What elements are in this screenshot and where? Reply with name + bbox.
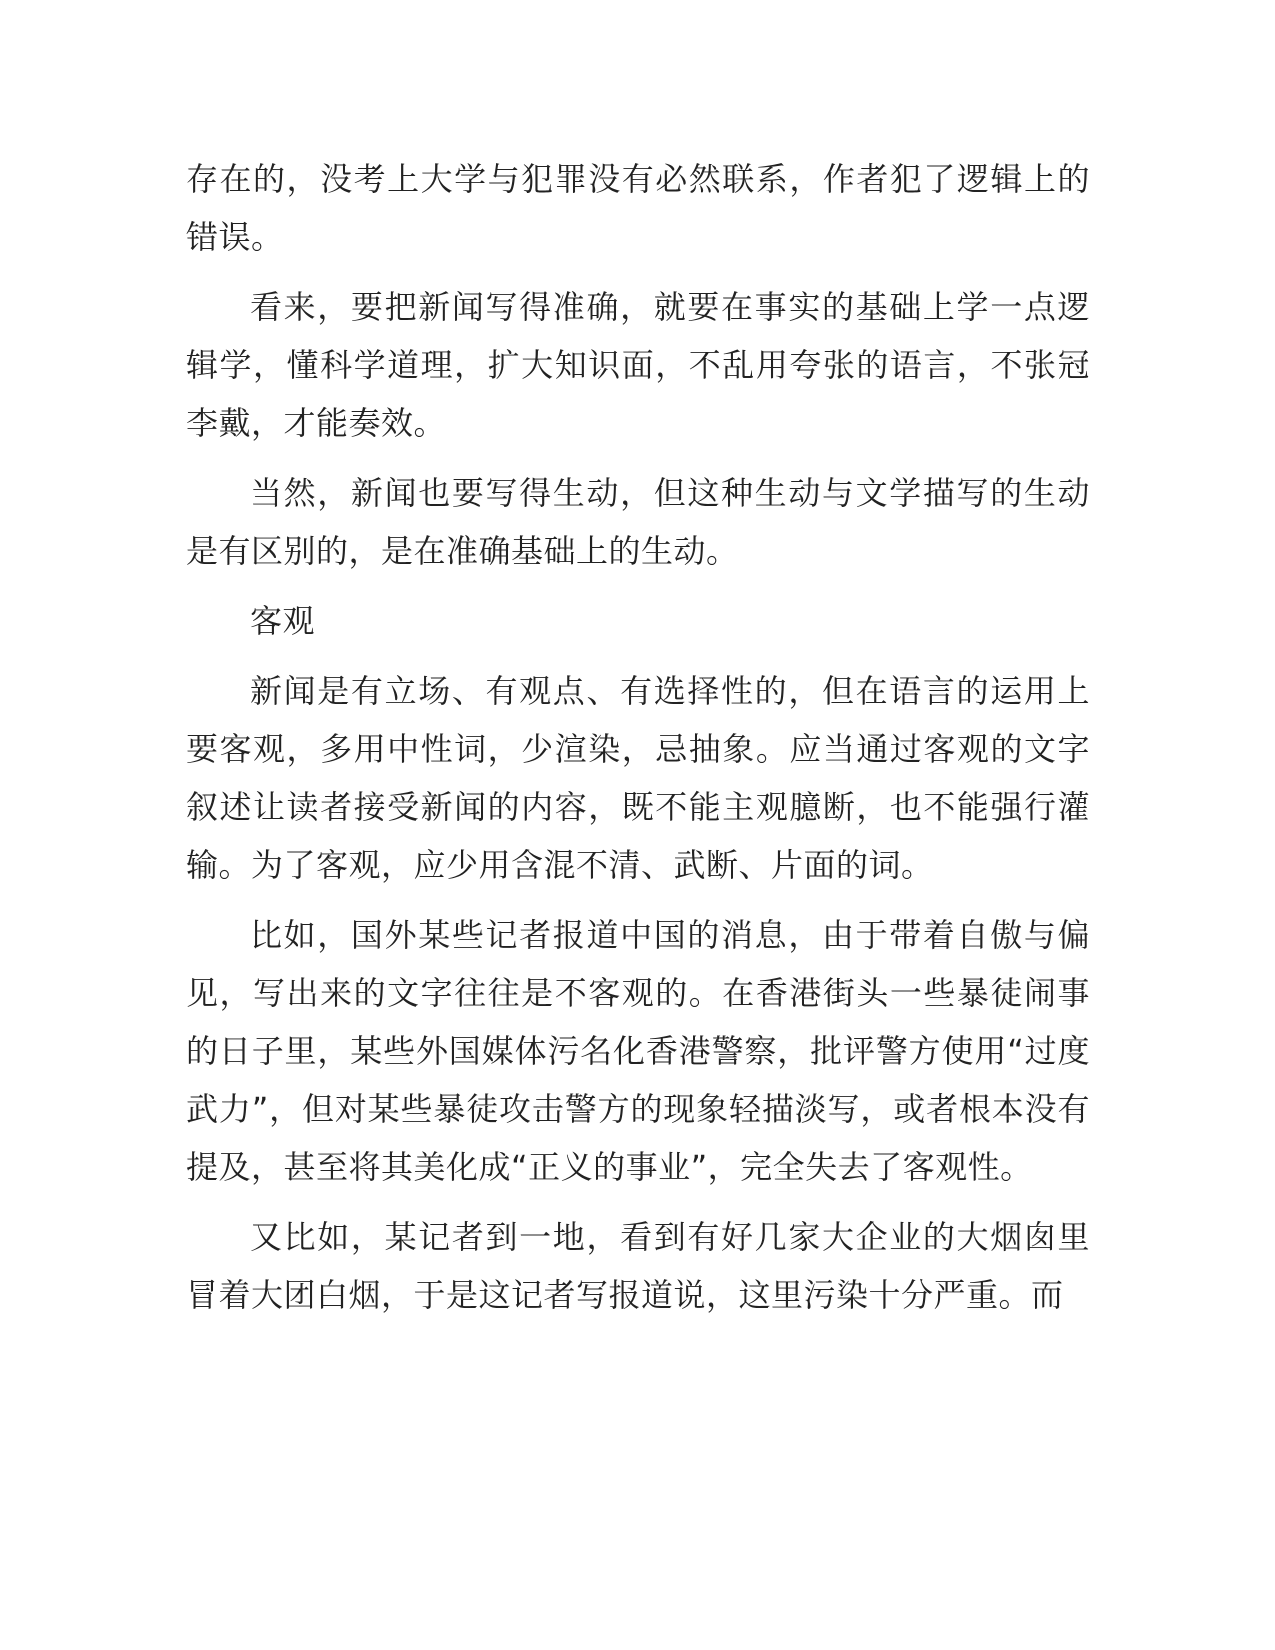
- paragraph: 又比如，某记者到一地，看到有好几家大企业的大烟囱里冒着大团白烟，于是这记者写报道说，这里污染十分严重。而: [186, 1218, 1090, 1314]
- paragraph: 当然，新闻也要写得生动，但这种生动与文学描写的生动是有区别的，是在准确基础上的生动。: [186, 474, 1090, 570]
- paragraph: 存在的，没考上大学与犯罪没有必然联系，作者犯了逻辑上的错误。: [186, 160, 1090, 256]
- paragraph: 比如，国外某些记者报道中国的消息，由于带着自傲与偏见，写出来的文字往往是不客观的。在香港街头一些暴徒闹事的日子里，某些外国媒体污名化香港警察，批评警方使用“过度武力”，但对某些暴徒攻击警方的现象轻描淡写，或者根本没有提及，甚至将其美化成“正义的事业”，完全失去了客观性。: [186, 916, 1090, 1186]
- paragraph: 新闻是有立场、有观点、有选择性的，但在语言的运用上要客观，多用中性词，少渲染，忌抽象。应当通过客观的文字叙述让读者接受新闻的内容，既不能主观臆断，也不能强行灌输。为了客观，应少用含混不清、武断、片面的词。: [186, 672, 1090, 884]
- document-body: [186, 150, 1090, 1336]
- section-heading: 客观: [250, 602, 316, 640]
- paragraph: 看来，要把新闻写得准确，就要在事实的基础上学一点逻辑学，懂科学道理，扩大知识面，不乱用夸张的语言，不张冠李戴，才能奏效。: [186, 288, 1090, 442]
